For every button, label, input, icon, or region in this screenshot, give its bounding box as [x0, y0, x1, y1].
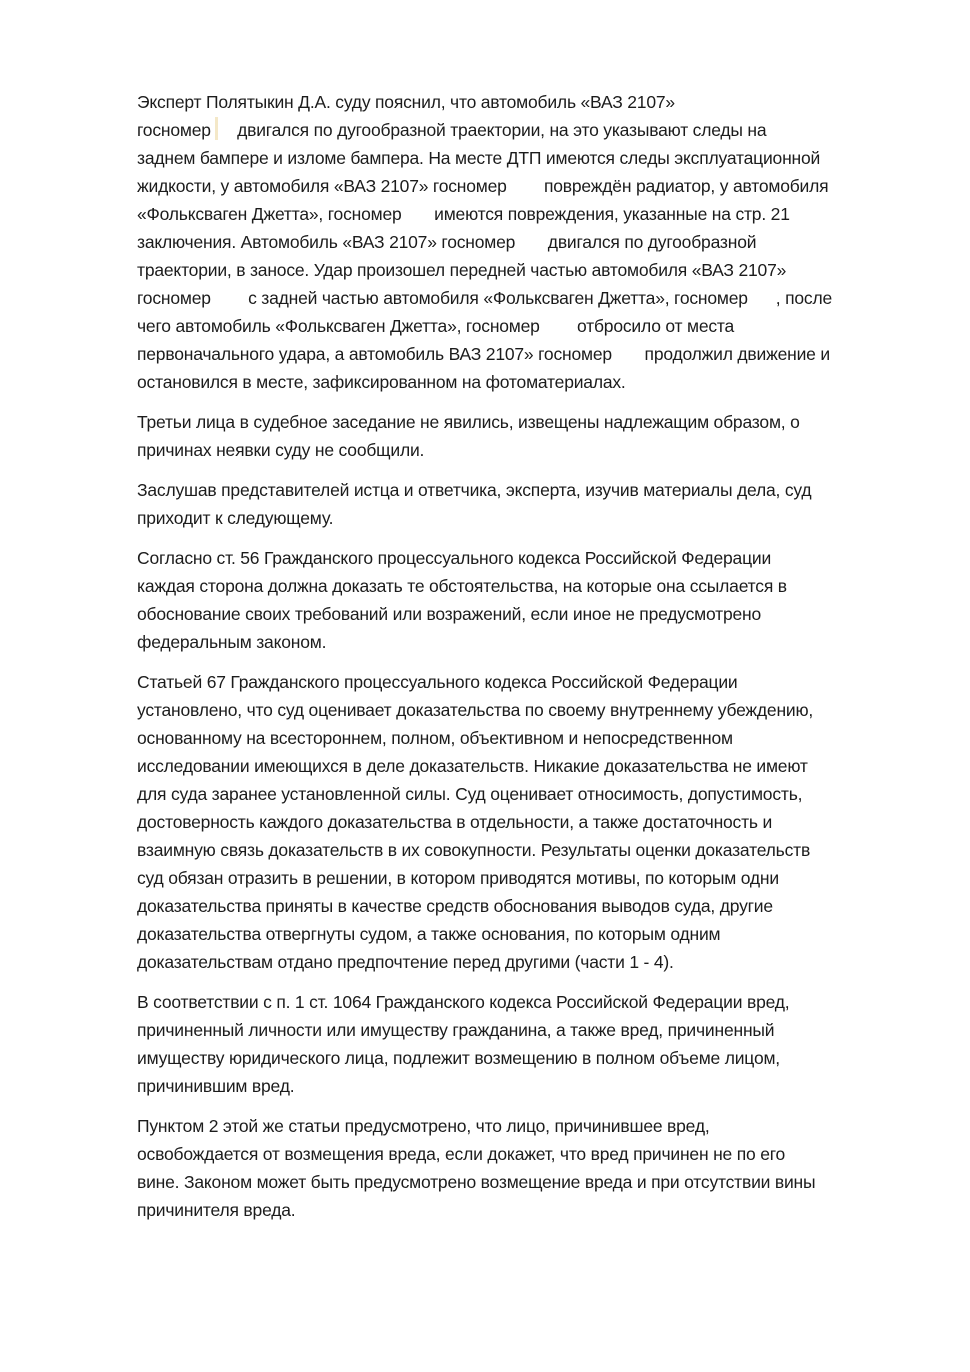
paragraph: [137, 1112, 937, 1224]
text-line: установлено, что суд оценивает доказательства по своему внутреннему убеждению,: [137, 700, 814, 720]
text-line: причинителя вреда.: [137, 1200, 296, 1220]
text-line: жидкости, у автомобиля «ВАЗ 2107» госномер повреждён радиатор, у автомобиля: [137, 176, 829, 196]
text-line: взаимную связь доказательств в их совокупности. Результаты оценки доказательств: [137, 840, 811, 860]
text-line: вине. Законом может быть предусмотрено возмещение вреда и при отсутствии вины: [137, 1172, 816, 1192]
text-line: причиненный личности или имуществу гражданина, а также вред, причиненный: [137, 1020, 775, 1040]
paragraph: [137, 408, 937, 464]
text-line: суд обязан отразить в решении, в котором приводятся мотивы, по которым одни: [137, 868, 779, 888]
text-line: для суда заранее установленной силы. Суд оценивает относимость, допустимость,: [137, 784, 803, 804]
text-line: первоначального удара, а автомобиль ВАЗ 2107» госномер продолжил движение и: [137, 344, 830, 364]
text-line: чего автомобиль «Фольксваген Джетта», госномер отбросило от места: [137, 316, 735, 336]
text-line: федеральным законом.: [137, 632, 327, 652]
text-line: заднем бампере и изломе бампера. На месте ДТП имеются следы эксплуатационной: [137, 148, 821, 168]
text-line: «Фольксваген Джетта», госномер имеются повреждения, указанные на стр. 21: [137, 204, 790, 224]
text-line: Заслушав представителей истца и ответчика, эксперта, изучив материалы дела, суд: [137, 480, 812, 500]
text-line: траектории, в заносе. Удар произошел передней частью автомобиля «ВАЗ 2107»: [137, 260, 787, 280]
text-line: госномер двигался по дугообразной траектории, на это указывают следы на: [137, 116, 937, 144]
text-line: освобождается от возмещения вреда, если докажет, что вред причинен не по его: [137, 1144, 786, 1164]
paragraph: [137, 88, 937, 396]
text-line: причинах неявки суду не сообщили.: [137, 440, 425, 460]
paragraph: [137, 544, 937, 656]
document-text: [137, 88, 937, 1224]
paragraph: [137, 988, 937, 1100]
text-line: Согласно ст. 56 Гражданского процессуального кодекса Российской Федерации: [137, 548, 772, 568]
text-line: причинившим вред.: [137, 1076, 295, 1096]
text-line: достоверность каждого доказательства в отдельности, а также достаточность и: [137, 812, 773, 832]
paragraph: [137, 668, 937, 976]
text-line: доказательства отвергнуты судом, а также основания, по которым одним: [137, 924, 721, 944]
redaction-mark: [215, 117, 218, 140]
text-line: исследовании имеющихся в деле доказательств. Никакие доказательства не имеют: [137, 756, 808, 776]
text-line: приходит к следующему.: [137, 508, 334, 528]
text-line: Третьи лица в судебное заседание не явились, извещены надлежащим образом, о: [137, 412, 800, 432]
text-line: остановился в месте, зафиксированном на фотоматериалах.: [137, 372, 626, 392]
text-line: Эксперт Полятыкин Д.А. суду пояснил, что автомобиль «ВАЗ 2107»: [137, 92, 675, 112]
text-line: Статьей 67 Гражданского процессуального кодекса Российской Федерации: [137, 672, 738, 692]
text-line: имуществу юридического лица, подлежит возмещению в полном объеме лицом,: [137, 1048, 780, 1068]
paragraph: [137, 476, 937, 532]
document-page: [137, 88, 937, 1236]
text-line: обоснование своих требований или возражений, если иное не предусмотрено: [137, 604, 762, 624]
text-line: В соответствии с п. 1 ст. 1064 Гражданского кодекса Российской Федерации вред,: [137, 992, 790, 1012]
text-line: Пунктом 2 этой же статьи предусмотрено, что лицо, причинившее вред,: [137, 1116, 710, 1136]
text-line: каждая сторона должна доказать те обстоятельства, на которые она ссылается в: [137, 576, 787, 596]
text-line: заключения. Автомобиль «ВАЗ 2107» госномер двигался по дугообразной: [137, 232, 757, 252]
text-line: основанному на всестороннем, полном, объективном и непосредственном: [137, 728, 733, 748]
text-line: доказательства приняты в качестве средств обоснования выводов суда, другие: [137, 896, 773, 916]
text-line: госномер с задней частью автомобиля «Фольксваген Джетта», госномер , после: [137, 288, 833, 308]
text-line: доказательствам отдано предпочтение перед другими (части 1 - 4).: [137, 952, 674, 972]
